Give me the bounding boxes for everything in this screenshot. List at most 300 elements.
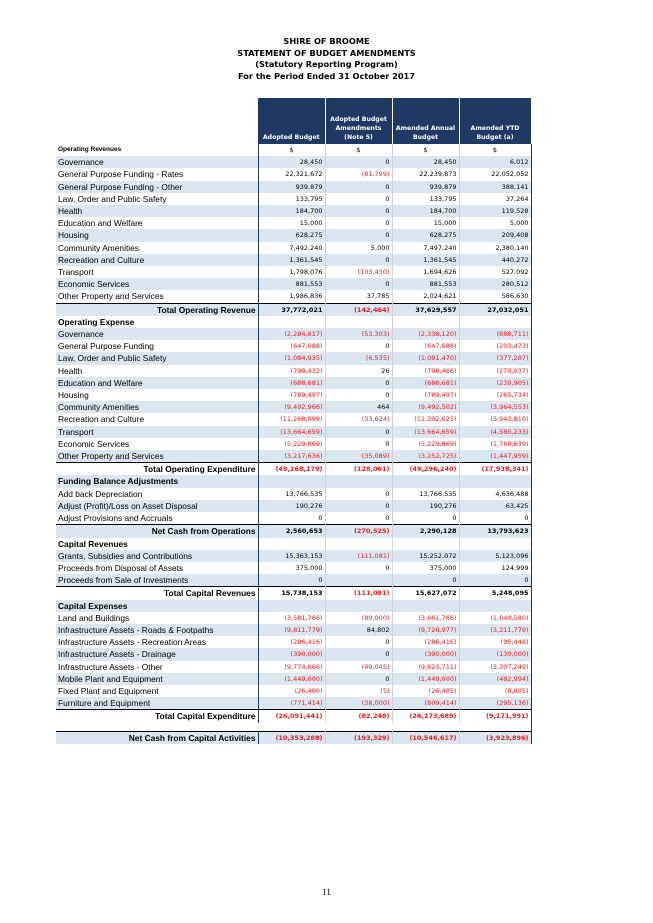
- col-adopted-budget: Adopted Budget: [258, 98, 325, 144]
- cell-value: 22,321,672: [258, 168, 325, 180]
- cell-value: 22,052,052: [459, 168, 531, 180]
- row-label: Furniture and Equipment: [56, 697, 258, 710]
- row-label: Economic Services: [56, 278, 258, 290]
- cell-value: (2,284,817): [258, 328, 325, 340]
- cell-value: 7,497,240: [392, 242, 459, 254]
- row-label: General Purpose Funding: [56, 340, 258, 352]
- total-row: [56, 525, 531, 538]
- table-row: [56, 512, 531, 525]
- row-label: Transport: [56, 426, 258, 438]
- table-row: [56, 550, 531, 562]
- cell-value: 133,795: [392, 193, 459, 205]
- cell-value: (9,811,779): [258, 624, 325, 636]
- table-row: [56, 673, 531, 685]
- cell-value: (3,661,766): [392, 612, 459, 624]
- table-row: [56, 365, 531, 377]
- row-label: Mobile Plant and Equipment: [56, 673, 258, 685]
- budget-amendments-table: [56, 98, 532, 744]
- cell-value: [392, 600, 459, 612]
- cell-value: 37,772,021: [258, 303, 325, 316]
- cell-value: (3,252,725): [392, 450, 459, 463]
- cell-value: (270,525): [325, 525, 392, 538]
- cell-value: (390,000): [392, 648, 459, 660]
- row-label: Transport: [56, 266, 258, 278]
- row-label: Recreation and Culture: [56, 254, 258, 266]
- table-row: [56, 193, 531, 205]
- cell-value: [258, 723, 325, 732]
- cell-value: (647,688): [258, 340, 325, 352]
- table-row: [56, 217, 531, 229]
- cell-value: (9,823,711): [392, 661, 459, 673]
- total-row: [56, 731, 531, 744]
- cell-value: (13,664,659): [392, 426, 459, 438]
- cell-value: [392, 316, 459, 328]
- cell-value: 0: [325, 648, 392, 660]
- cell-value: (95,448): [459, 636, 531, 648]
- cell-value: (1,760,639): [459, 438, 531, 450]
- cell-value: 15,627,072: [392, 587, 459, 600]
- cell-value: 0: [325, 229, 392, 241]
- table-row: [56, 636, 531, 648]
- cell-value: (265,734): [459, 389, 531, 401]
- table-row: [56, 574, 531, 587]
- cell-value: 0: [392, 512, 459, 525]
- cell-value: 5,000: [325, 242, 392, 254]
- cell-value: 527,092: [459, 266, 531, 278]
- row-label: General Purpose Funding - Other: [56, 181, 258, 193]
- table-row: [56, 624, 531, 636]
- cell-value: 0: [325, 389, 392, 401]
- row-label: Law, Order and Public Safety: [56, 193, 258, 205]
- row-label: Fixed Plant and Equipment: [56, 685, 258, 697]
- cell-value: 119,528: [459, 205, 531, 217]
- cell-value: (9,492,966): [258, 401, 325, 413]
- cell-value: (888,711): [459, 328, 531, 340]
- cell-value: (142,464): [325, 303, 392, 316]
- cell-value: 15,000: [258, 217, 325, 229]
- total-row: [56, 303, 531, 316]
- cell-value: (82,248): [325, 710, 392, 723]
- cell-value: 26: [325, 365, 392, 377]
- cell-value: $: [459, 144, 531, 156]
- table-row: [56, 352, 531, 364]
- cell-value: (10,353,288): [258, 731, 325, 744]
- cell-value: (5): [325, 685, 392, 697]
- cell-value: 1,694,626: [392, 266, 459, 278]
- cell-value: 15,000: [392, 217, 459, 229]
- cell-value: 0: [325, 254, 392, 266]
- total-row: [56, 710, 531, 723]
- page-number: 11: [322, 887, 331, 897]
- cell-value: 440,272: [459, 254, 531, 266]
- row-label: Other Property and Services: [56, 290, 258, 303]
- table-row: [56, 500, 531, 512]
- cell-value: 628,275: [392, 229, 459, 241]
- table-row: [56, 661, 531, 673]
- cell-value: (13,664,659): [258, 426, 325, 438]
- table-row: [56, 229, 531, 241]
- cell-value: 1,361,545: [258, 254, 325, 266]
- cell-value: (377,287): [459, 352, 531, 364]
- row-label: Education and Welfare: [56, 217, 258, 229]
- cell-value: 0: [325, 488, 392, 500]
- table-row: [56, 340, 531, 352]
- row-label: Infrastructure Assets - Drainage: [56, 648, 258, 660]
- table-row: [56, 377, 531, 389]
- cell-value: (789,497): [258, 389, 325, 401]
- cell-value: [325, 538, 392, 550]
- cell-value: 63,425: [459, 500, 531, 512]
- table-row: [56, 450, 531, 463]
- cell-value: 4,636,488: [459, 488, 531, 500]
- cell-value: (798,432): [258, 365, 325, 377]
- cell-value: 5,123,096: [459, 550, 531, 562]
- cell-value: 0: [459, 512, 531, 525]
- cell-value: (35,089): [325, 450, 392, 463]
- cell-value: [459, 538, 531, 550]
- cell-value: 0: [392, 574, 459, 587]
- cell-value: 0: [325, 340, 392, 352]
- section-header-row: [56, 538, 531, 550]
- row-label: Health: [56, 205, 258, 217]
- cell-value: 7,492,240: [258, 242, 325, 254]
- cell-value: (771,414): [258, 697, 325, 710]
- cell-value: 133,795: [258, 193, 325, 205]
- cell-value: $: [392, 144, 459, 156]
- row-label: Infrastructure Assets - Recreation Areas: [56, 636, 258, 648]
- cell-value: 0: [325, 377, 392, 389]
- row-label: Housing: [56, 229, 258, 241]
- cell-value: (33,624): [325, 413, 392, 425]
- cell-value: [392, 723, 459, 732]
- section-header-row: [56, 475, 531, 487]
- cell-value: 37,264: [459, 193, 531, 205]
- row-label: Proceeds from Sale of Investments: [56, 574, 258, 587]
- cell-value: 1,798,076: [258, 266, 325, 278]
- cell-value: (2,338,120): [392, 328, 459, 340]
- cell-value: (270,037): [459, 365, 531, 377]
- cell-value: 0: [325, 193, 392, 205]
- cell-value: (193,329): [325, 731, 392, 744]
- cell-value: (295,136): [459, 697, 531, 710]
- cell-value: 124,999: [459, 562, 531, 574]
- cell-value: [325, 475, 392, 487]
- row-label: Adjust (Profit)/Loss on Asset Disposal: [56, 500, 258, 512]
- cell-value: (286,416): [258, 636, 325, 648]
- cell-value: 184,700: [258, 205, 325, 217]
- cell-value: (49,296,240): [392, 463, 459, 476]
- table-row: [56, 648, 531, 660]
- cell-value: 6,012: [459, 156, 531, 168]
- cell-value: 13,766,535: [258, 488, 325, 500]
- cell-value: (1,091,470): [392, 352, 459, 364]
- cell-value: (8,805): [459, 685, 531, 697]
- cell-value: 280,512: [459, 278, 531, 290]
- table-row: [56, 290, 531, 303]
- cell-value: (647,688): [392, 340, 459, 352]
- row-label: Total Capital Expenditure: [56, 710, 258, 723]
- cell-value: [258, 538, 325, 550]
- cell-value: (3,307,249): [459, 661, 531, 673]
- spacer-row: [56, 723, 531, 732]
- cell-value: (798,406): [392, 365, 459, 377]
- row-label: Total Capital Revenues: [56, 587, 258, 600]
- row-label: Infrastructure Assets - Roads & Footpaths: [56, 624, 258, 636]
- table-row: [56, 488, 531, 500]
- row-label: General Purpose Funding - Rates: [56, 168, 258, 180]
- cell-value: (9,492,502): [392, 401, 459, 413]
- cell-value: (482,994): [459, 673, 531, 685]
- row-label: Other Property and Services: [56, 450, 258, 463]
- cell-value: (809,414): [392, 697, 459, 710]
- cell-value: (3,943,810): [459, 413, 531, 425]
- row-label: Health: [56, 365, 258, 377]
- cell-value: 28,450: [392, 156, 459, 168]
- cell-value: 0: [325, 562, 392, 574]
- cell-value: (3,964,553): [459, 401, 531, 413]
- cell-value: (688,681): [258, 377, 325, 389]
- row-label: Capital Expenses: [56, 600, 258, 612]
- cell-value: [459, 600, 531, 612]
- cell-value: (26,405): [392, 685, 459, 697]
- header-spacer: [56, 98, 258, 144]
- cell-value: 0: [325, 512, 392, 525]
- cell-value: (203,473): [459, 340, 531, 352]
- cell-value: 5,248,095: [459, 587, 531, 600]
- row-label: Community Amenities: [56, 242, 258, 254]
- section-header-row: [56, 144, 531, 156]
- table-row: [56, 413, 531, 425]
- statement-title: STATEMENT OF BUDGET AMENDMENTS: [237, 47, 416, 58]
- row-label: Education and Welfare: [56, 377, 258, 389]
- cell-value: (789,497): [392, 389, 459, 401]
- cell-value: (1,447,959): [459, 450, 531, 463]
- row-label: Land and Buildings: [56, 612, 258, 624]
- cell-value: 0: [459, 574, 531, 587]
- cell-value: 1,361,545: [392, 254, 459, 266]
- cell-value: (49,045): [325, 661, 392, 673]
- cell-value: (688,681): [392, 377, 459, 389]
- cell-value: [392, 538, 459, 550]
- row-label: Governance: [56, 156, 258, 168]
- cell-value: (38,000): [325, 697, 392, 710]
- cell-value: 0: [325, 181, 392, 193]
- cell-value: (103,450): [325, 266, 392, 278]
- row-label: Governance: [56, 328, 258, 340]
- cell-value: 190,276: [258, 500, 325, 512]
- table-row: [56, 697, 531, 710]
- cell-value: $: [325, 144, 392, 156]
- cell-value: 0: [325, 156, 392, 168]
- total-row: [56, 463, 531, 476]
- table-row: [56, 254, 531, 266]
- row-label: Law, Order and Public Safety: [56, 352, 258, 364]
- cell-value: (286,416): [392, 636, 459, 648]
- cell-value: (9,774,666): [258, 661, 325, 673]
- row-label: Economic Services: [56, 438, 258, 450]
- cell-value: 84,802: [325, 624, 392, 636]
- cell-value: 28,450: [258, 156, 325, 168]
- cell-value: 388,141: [459, 181, 531, 193]
- statement-subtitle: (Statutory Reporting Program): [255, 59, 398, 69]
- cell-value: 15,252,072: [392, 550, 459, 562]
- cell-value: 37,785: [325, 290, 392, 303]
- cell-value: 2,380,140: [459, 242, 531, 254]
- cell-value: 586,630: [459, 290, 531, 303]
- table-row: [56, 278, 531, 290]
- row-label: Capital Revenues: [56, 538, 258, 550]
- cell-value: [459, 723, 531, 732]
- row-label: Operating Expense: [56, 316, 258, 328]
- cell-value: (53,303): [325, 328, 392, 340]
- cell-value: [258, 316, 325, 328]
- cell-value: (3,923,896): [459, 731, 531, 744]
- cell-value: 0: [325, 217, 392, 229]
- table-row: [56, 328, 531, 340]
- cell-value: 0: [258, 512, 325, 525]
- cell-value: [258, 600, 325, 612]
- section-header-row: [56, 600, 531, 612]
- cell-value: 939,879: [392, 181, 459, 193]
- cell-value: [459, 475, 531, 487]
- cell-value: (9,171,991): [459, 710, 531, 723]
- council-name: SHIRE OF BROOME: [283, 36, 370, 46]
- cell-value: [325, 600, 392, 612]
- cell-value: 0: [325, 205, 392, 217]
- row-label: Add back Depreciation: [56, 488, 258, 500]
- cell-value: 0: [325, 636, 392, 648]
- table-header-row: [56, 98, 531, 144]
- cell-value: 881,553: [258, 278, 325, 290]
- cell-value: 209,408: [459, 229, 531, 241]
- cell-value: (1,449,000): [258, 673, 325, 685]
- cell-value: (10,546,617): [392, 731, 459, 744]
- cell-value: (1,449,000): [392, 673, 459, 685]
- row-label: Operating Revenues: [56, 144, 258, 156]
- table-row: [56, 426, 531, 438]
- cell-value: (9,726,977): [392, 624, 459, 636]
- table-row: [56, 168, 531, 180]
- cell-value: 881,553: [392, 278, 459, 290]
- cell-value: 0: [325, 426, 392, 438]
- cell-value: (3,217,636): [258, 450, 325, 463]
- cell-value: [392, 475, 459, 487]
- col-amended-ytd-budget: Amended YTD Budget (a): [459, 98, 531, 144]
- cell-value: (111,081): [325, 587, 392, 600]
- cell-value: (26,173,689): [392, 710, 459, 723]
- cell-value: 37,629,557: [392, 303, 459, 316]
- row-label: Adjust Provisions and Accruals: [56, 512, 258, 525]
- row-label: Infrastructure Assets - Other: [56, 661, 258, 673]
- table-row: [56, 389, 531, 401]
- cell-value: 375,000: [392, 562, 459, 574]
- cell-value: 464: [325, 401, 392, 413]
- cell-value: (26,400): [258, 685, 325, 697]
- col-budget-amendments: Adopted Budget Amendments (Note 5): [325, 98, 392, 144]
- statement-period: For the Period Ended 31 October 2017: [238, 70, 415, 81]
- cell-value: [325, 316, 392, 328]
- cell-value: (6,535): [325, 352, 392, 364]
- table-row: [56, 205, 531, 217]
- table-row: [56, 612, 531, 624]
- table-row: [56, 242, 531, 254]
- cell-value: (1,640,580): [459, 612, 531, 624]
- cell-value: 0: [258, 574, 325, 587]
- cell-value: 13,766,535: [392, 488, 459, 500]
- cell-value: (130,000): [459, 648, 531, 660]
- cell-value: (17,938,341): [459, 463, 531, 476]
- section-header-row: [56, 316, 531, 328]
- cell-value: 2,290,128: [392, 525, 459, 538]
- cell-value: (4,585,233): [459, 426, 531, 438]
- col-amended-annual-budget: Amended Annual Budget: [392, 98, 459, 144]
- cell-value: 2,560,653: [258, 525, 325, 538]
- table-body: [56, 144, 531, 744]
- cell-value: 375,000: [258, 562, 325, 574]
- cell-value: (3,211,779): [459, 624, 531, 636]
- row-label: Net Cash from Capital Activities: [56, 731, 258, 744]
- cell-value: (49,168,179): [258, 463, 325, 476]
- cell-value: (128,061): [325, 463, 392, 476]
- cell-value: (390,000): [258, 648, 325, 660]
- table-row: [56, 685, 531, 697]
- cell-value: 2,024,621: [392, 290, 459, 303]
- cell-value: 27,032,051: [459, 303, 531, 316]
- cell-value: 0: [325, 673, 392, 685]
- cell-value: 15,363,153: [258, 550, 325, 562]
- total-row: [56, 587, 531, 600]
- row-label: Grants, Subsidies and Contributions: [56, 550, 258, 562]
- row-label: Housing: [56, 389, 258, 401]
- table-row: [56, 401, 531, 413]
- cell-value: 184,700: [392, 205, 459, 217]
- cell-value: [258, 475, 325, 487]
- cell-value: 0: [325, 500, 392, 512]
- cell-value: 15,738,153: [258, 587, 325, 600]
- cell-value: 22,239,873: [392, 168, 459, 180]
- table-row: [56, 562, 531, 574]
- cell-value: 5,000: [459, 217, 531, 229]
- cell-value: [325, 723, 392, 732]
- cell-value: (11,302,623): [392, 413, 459, 425]
- cell-value: (111,081): [325, 550, 392, 562]
- cell-value: 0: [325, 278, 392, 290]
- cell-value: [459, 316, 531, 328]
- row-label: Recreation and Culture: [56, 413, 258, 425]
- cell-value: 1,986,836: [258, 290, 325, 303]
- cell-value: (80,000): [325, 612, 392, 624]
- row-label: Total Operating Expenditure: [56, 463, 258, 476]
- cell-value: (230,905): [459, 377, 531, 389]
- row-label: [56, 723, 258, 732]
- cell-value: 939,879: [258, 181, 325, 193]
- cell-value: (1,084,935): [258, 352, 325, 364]
- row-label: Net Cash from Operations: [56, 525, 258, 538]
- cell-value: (5,229,869): [392, 438, 459, 450]
- row-label: Funding Balance Adjustments: [56, 475, 258, 487]
- cell-value: (26,091,441): [258, 710, 325, 723]
- cell-value: 628,275: [258, 229, 325, 241]
- cell-value: $: [258, 144, 325, 156]
- table-row: [56, 156, 531, 168]
- cell-value: 0: [325, 438, 392, 450]
- cell-value: (11,268,999): [258, 413, 325, 425]
- table-row: [56, 181, 531, 193]
- cell-value: [325, 574, 392, 587]
- cell-value: (3,581,766): [258, 612, 325, 624]
- cell-value: 13,793,623: [459, 525, 531, 538]
- cell-value: 190,276: [392, 500, 459, 512]
